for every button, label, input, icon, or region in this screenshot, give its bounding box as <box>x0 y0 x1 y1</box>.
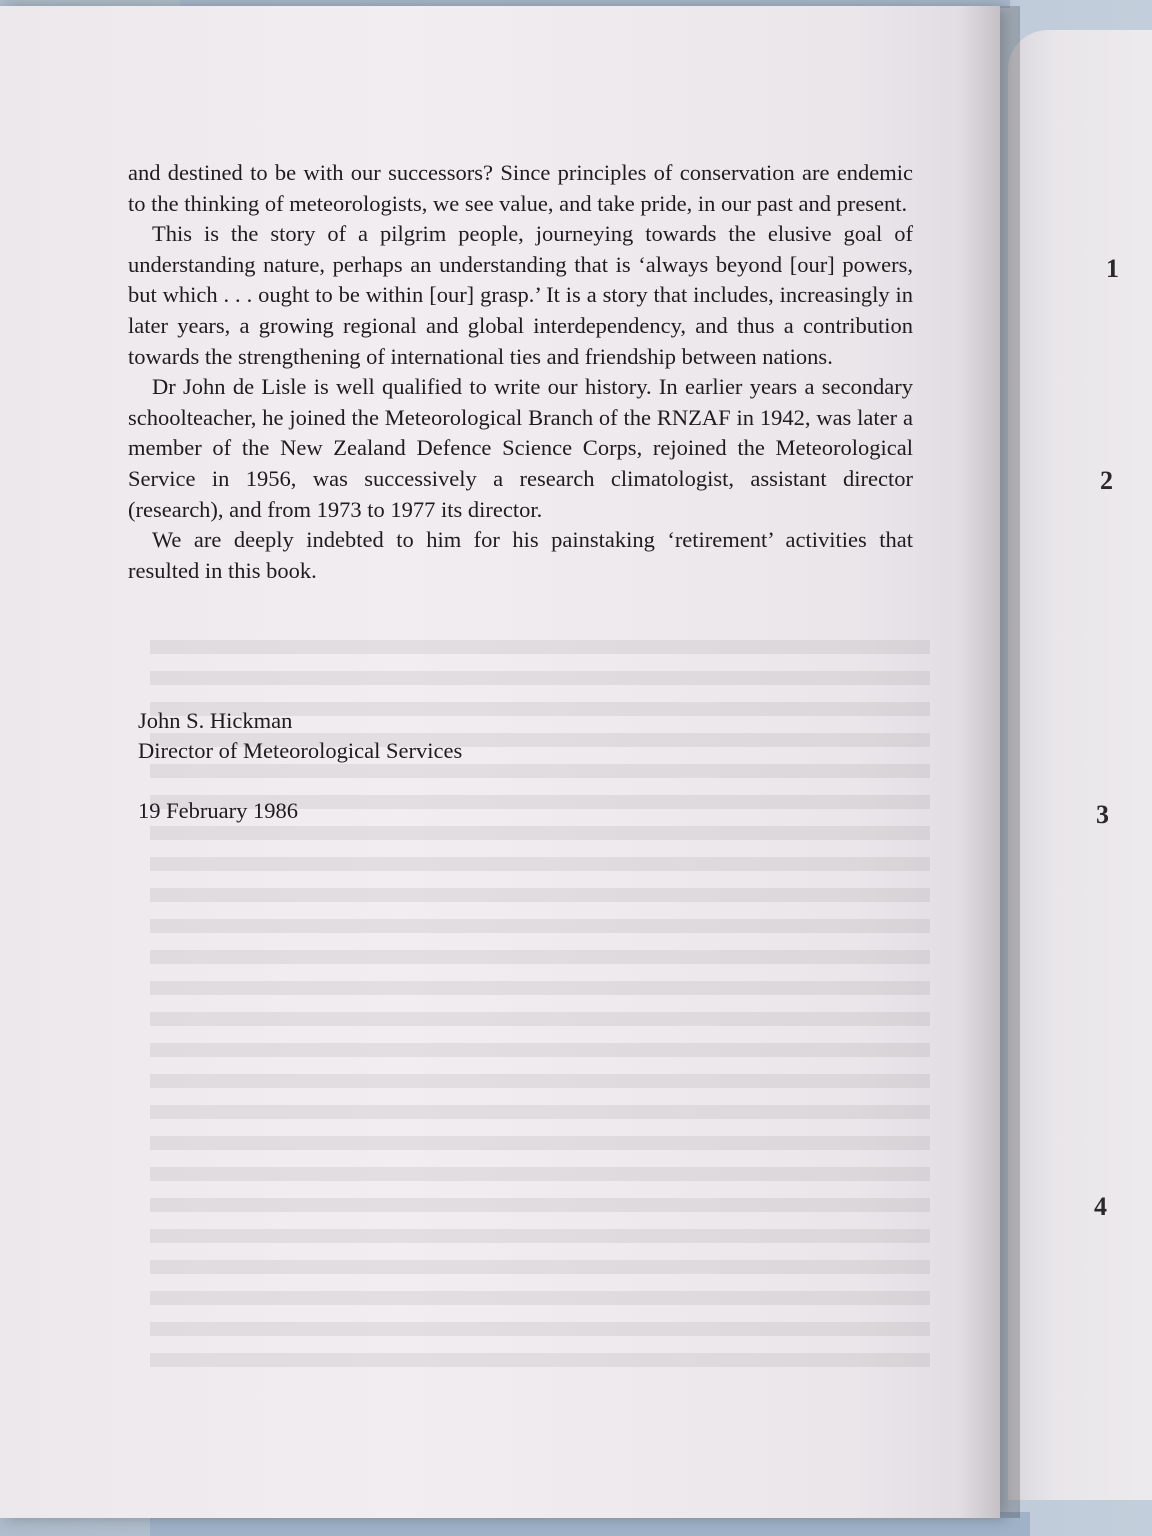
facing-page-number: 1 <box>1106 254 1119 283</box>
facing-page <box>1008 30 1152 1500</box>
paragraph-author: Dr John de Lisle is well qualified to write our history. In earlier years a secondary schoolteacher, he joined the Meteorological Branch of the RNZAF in 1942, was later a member of the New Zealand Defence Science Corps, rejoined the Meteorological Service in 1956, was successively a research climatologist, assistant director (research), and from 1973 to 1977 its director. <box>128 374 913 522</box>
paragraph-thanks: We are deeply indebted to him for his painstaking ‘retirement’ activities that resulted in this book. <box>128 527 913 583</box>
paragraph-continuation: and destined to be with our successors? Since principles of conservation are endemic to the thinking of meteorologists, we see value, and take pride, in our past and present. <box>128 160 913 216</box>
facing-page-number: 2 <box>1100 466 1113 495</box>
signatory-title: Director of Meteorological Services <box>138 738 463 763</box>
paragraph-pilgrim: This is the story of a pilgrim people, journeying towards the elusive goal of understanding nature, perhaps an understanding that is ‘always beyond [our] powers, but which . . . ought to be within [our] grasp.’ It is a story that includes, increasingly in later years, a growing regional and global interdependency, and thus a contribution towards the strengthening of international ties and friendship between nations. <box>128 221 913 369</box>
facing-page-number: 3 <box>1096 800 1109 829</box>
signatory-name: John S. Hickman <box>138 708 293 733</box>
foreword-text <box>128 158 913 586</box>
facing-page-number: 4 <box>1094 1192 1107 1221</box>
signature-date: 19 February 1986 <box>138 798 298 823</box>
gutter-shadow <box>960 6 1020 1518</box>
